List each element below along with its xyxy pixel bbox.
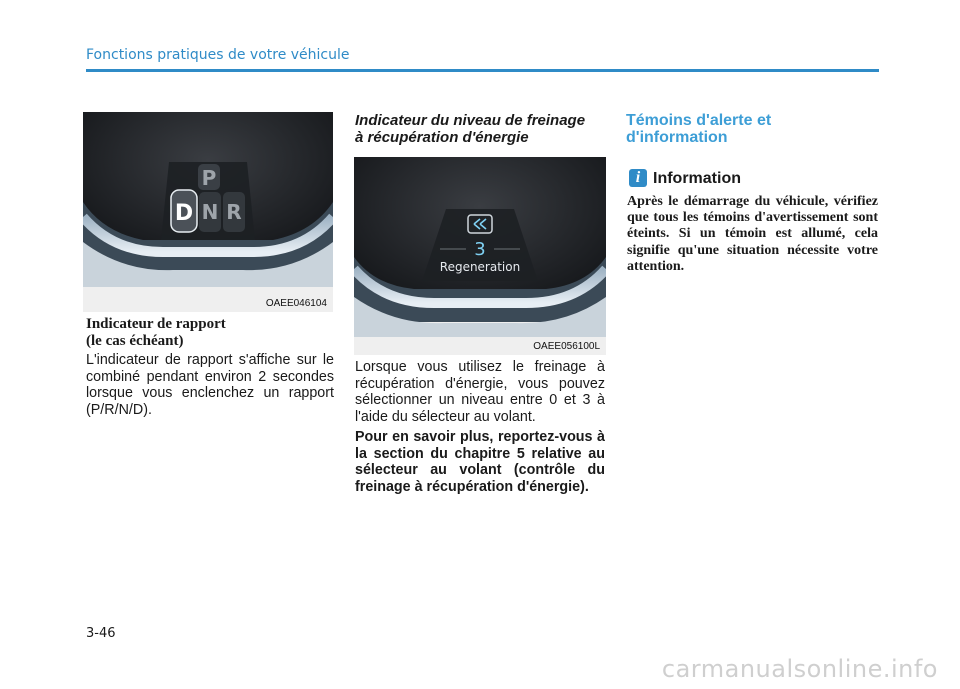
regen-note: Pour en savoir plus, reportez-vous à la section du chapitre 5 relative au sélecteur au volant (contrôle du freinage à récupération d'énergie). <box>355 429 605 495</box>
page-number: 3-46 <box>86 626 116 641</box>
info-icon: i <box>629 169 647 187</box>
running-header: Fonctions pratiques de votre véhicule <box>86 47 350 63</box>
info-label: Information <box>653 170 741 187</box>
regen-indicator-figure <box>354 157 606 355</box>
gear-letter-d: D <box>174 201 194 226</box>
gear-heading-line1: Indicateur de rapport <box>86 316 226 332</box>
gear-letter-n: N <box>201 200 219 224</box>
warning-heading-line2: d'information <box>626 129 728 146</box>
gear-letter-p: P <box>201 166 217 190</box>
regen-heading <box>355 112 607 146</box>
regen-cluster-illustration <box>354 157 606 355</box>
regen-body: Lorsque vous utilisez le freinage à récupération d'énergie, vous pouvez sélectionner un niveau entre 0 et 3 à l'aide du sélecteur au volant. <box>355 359 605 425</box>
gear-letter-r: R <box>226 200 242 224</box>
header-rule <box>357 69 879 72</box>
gear-body: L'indicateur de rapport s'affiche sur le combiné pendant environ 2 secondes lorsque vous enclenchez un rapport (P/R/N/D). <box>86 352 334 418</box>
warning-heading <box>626 112 878 146</box>
warning-heading-line1: Témoins d'alerte et <box>626 112 772 129</box>
gear-heading-line2: (le cas échéant) <box>86 333 184 349</box>
info-body: Après le démarrage du véhicule, vérifiez que tous les témoins d'avertissement sont éteints. Si un témoin est allumé, cela signifie qu'une situation nécessite votre attention. <box>627 194 878 274</box>
regen-level: 3 <box>474 239 486 260</box>
gear-cluster-illustration <box>83 112 333 312</box>
regen-heading-line1: Indicateur du niveau de freinage <box>355 112 586 129</box>
figure-code: OAEE056100L <box>533 341 600 352</box>
figure-code: OAEE046104 <box>265 298 327 309</box>
gear-indicator-figure <box>83 112 333 312</box>
watermark: carmanualsonline.info <box>661 655 938 683</box>
regen-label: Regeneration <box>439 260 521 274</box>
regen-heading-line2: à récupération d'énergie <box>355 129 529 146</box>
gear-heading <box>86 316 336 350</box>
header-rule-left <box>86 69 357 72</box>
